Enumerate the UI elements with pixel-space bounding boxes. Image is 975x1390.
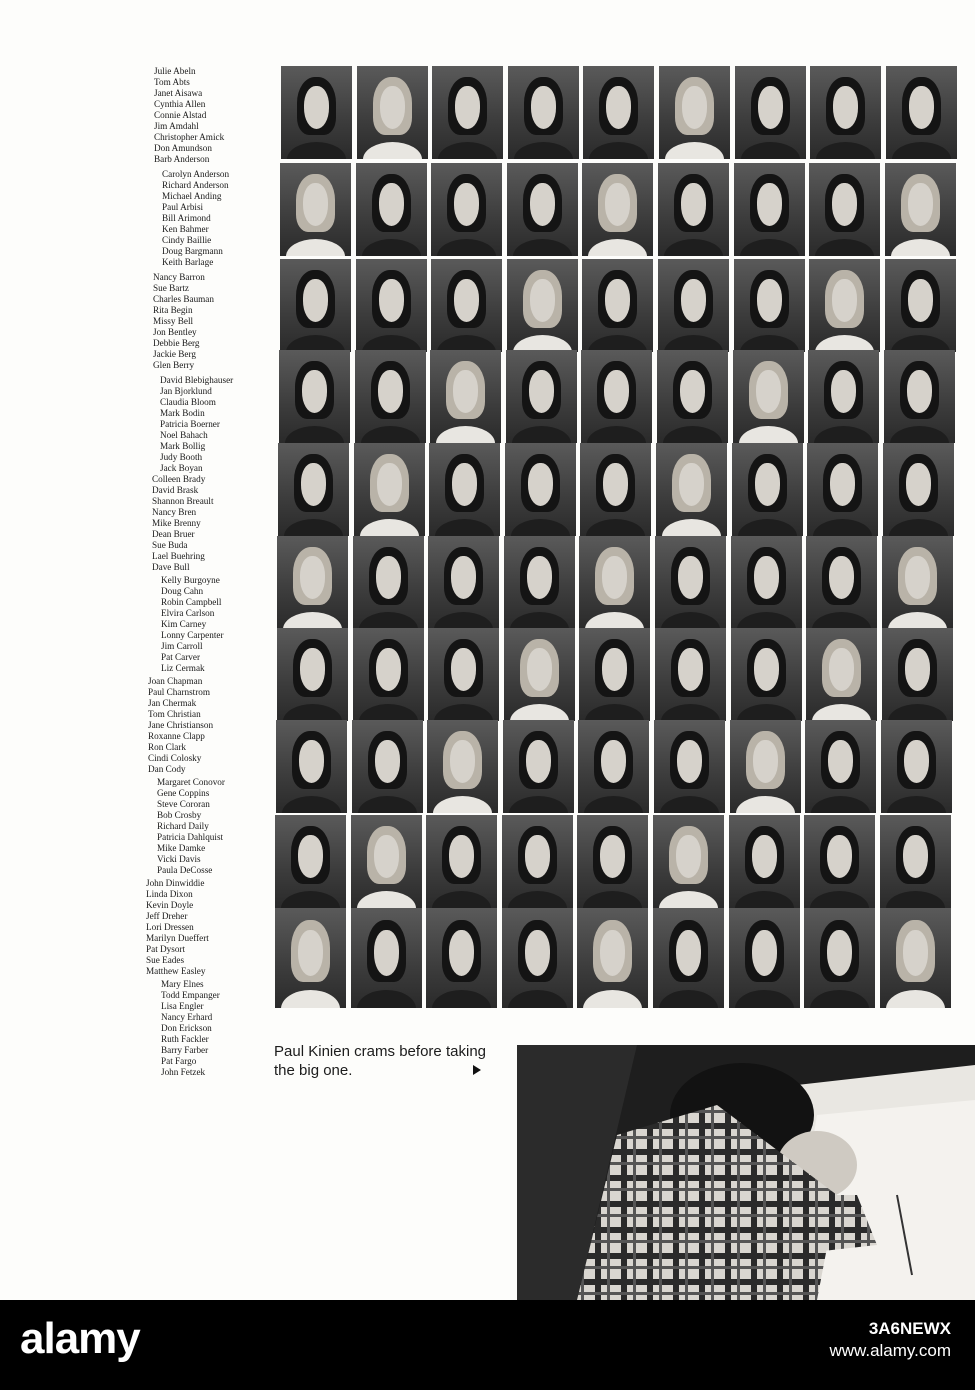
student-name: John Fetzek: [161, 1067, 206, 1077]
watermark-info: [829, 1318, 951, 1362]
student-name: Bob Crosby: [157, 810, 202, 820]
student-name: Cindy Baillie: [162, 235, 212, 245]
student-name: Colleen Brady: [152, 474, 206, 484]
student-name: Nancy Bren: [152, 507, 197, 517]
student-name: Gene Coppins: [157, 788, 210, 798]
student-name: Dave Bull: [152, 562, 190, 572]
student-portrait: [426, 815, 497, 908]
student-portrait: [280, 163, 351, 256]
name-group: [162, 169, 229, 268]
student-portrait: [355, 350, 426, 443]
student-name: Sue Eades: [146, 955, 185, 965]
student-name: Patricia Boerner: [160, 419, 220, 429]
student-name: Patricia Dahlquist: [157, 832, 224, 842]
feature-photo: [517, 1045, 975, 1300]
student-portrait: [810, 66, 881, 159]
name-group: [161, 979, 220, 1078]
student-name: Roxanne Clapp: [148, 731, 205, 741]
student-name: Mark Bodin: [160, 408, 205, 418]
student-portrait: [579, 536, 650, 629]
student-portrait: [356, 163, 427, 256]
student-portrait: [735, 66, 806, 159]
student-name: Nancy Erhard: [161, 1012, 213, 1022]
student-name: Jim Amdahl: [154, 121, 199, 131]
student-name: Jane Christianson: [148, 720, 214, 730]
student-portrait: [734, 163, 805, 256]
student-portrait: [881, 720, 952, 813]
student-portrait: [886, 66, 957, 159]
student-name: Janet Aisawa: [154, 88, 203, 98]
student-portrait: [808, 350, 879, 443]
student-portrait: [275, 815, 346, 908]
student-portrait: [659, 66, 730, 159]
student-name: Ken Bahmer: [162, 224, 209, 234]
student-name: Lonny Carpenter: [161, 630, 224, 640]
student-name: Dan Cody: [148, 764, 186, 774]
name-group: [146, 878, 209, 977]
student-name: Jon Bentley: [153, 327, 197, 337]
student-portrait: [885, 259, 956, 352]
student-portrait: [807, 443, 878, 536]
student-portrait: [655, 628, 726, 721]
student-portrait: [427, 720, 498, 813]
student-name: Pat Carver: [161, 652, 201, 662]
student-portrait: [809, 163, 880, 256]
student-portrait: [581, 350, 652, 443]
watermark-image-id: 3A6NEWX: [868, 1319, 951, 1338]
student-portrait: [577, 815, 648, 908]
student-name: Julie Abeln: [154, 66, 196, 76]
student-name: Sue Buda: [152, 540, 188, 550]
student-portrait: [431, 259, 502, 352]
name-group: [148, 676, 213, 775]
student-portrait: [583, 66, 654, 159]
student-portrait: [351, 908, 422, 1008]
student-name: Steve Cororan: [157, 799, 210, 809]
student-name: Jim Carroll: [161, 641, 203, 651]
student-portrait: [577, 908, 648, 1008]
student-portrait: [733, 350, 804, 443]
student-portrait: [658, 163, 729, 256]
student-name: Rita Begin: [153, 305, 193, 315]
student-name: Jack Boyan: [160, 463, 203, 473]
student-name: Kelly Burgoyne: [161, 575, 220, 585]
student-portrait: [353, 628, 424, 721]
student-portrait: [731, 536, 802, 629]
student-name: Todd Empanger: [161, 990, 220, 1000]
photo-caption: Paul Kinien crams before taking the big one.: [274, 1043, 486, 1079]
student-portrait: [356, 259, 427, 352]
student-portrait: [805, 720, 876, 813]
student-portrait: [653, 815, 724, 908]
student-portrait: [432, 66, 503, 159]
student-portrait: [804, 815, 875, 908]
student-name: Claudia Bloom: [160, 397, 216, 407]
student-portrait: [885, 163, 956, 256]
student-name: Noel Bahach: [160, 430, 208, 440]
student-portrait: [882, 536, 953, 629]
student-portrait: [351, 815, 422, 908]
student-portrait: [882, 628, 953, 721]
student-name: Lori Dressen: [146, 922, 194, 932]
student-portrait: [277, 628, 348, 721]
student-name: Connie Alstad: [154, 110, 207, 120]
student-portrait: [357, 66, 428, 159]
student-portrait: [655, 536, 726, 629]
name-group: [157, 777, 225, 876]
student-name: Barry Farber: [161, 1045, 209, 1055]
student-name: Tom Abts: [154, 77, 190, 87]
student-name: Charles Bauman: [153, 294, 214, 304]
student-portrait: [732, 443, 803, 536]
student-portrait: [809, 259, 880, 352]
watermark-url: www.alamy.com: [829, 1341, 951, 1360]
student-portrait: [507, 259, 578, 352]
student-name: Richard Anderson: [162, 180, 229, 190]
arrow-right-icon: [473, 1065, 481, 1075]
student-portrait: [884, 350, 955, 443]
student-portrait: [507, 163, 578, 256]
student-name: Lisa Engler: [161, 1001, 204, 1011]
student-portrait: [431, 163, 502, 256]
student-name: Christopher Amick: [154, 132, 225, 142]
student-portrait: [429, 443, 500, 536]
student-name: Joan Chapman: [148, 676, 203, 686]
student-name: Shannon Breault: [152, 496, 214, 506]
student-name: David Brask: [152, 485, 199, 495]
student-portrait: [729, 815, 800, 908]
student-portrait: [579, 628, 650, 721]
student-name: Glen Berry: [153, 360, 195, 370]
student-portrait: [729, 908, 800, 1008]
student-portrait: [277, 536, 348, 629]
student-portrait: [582, 259, 653, 352]
student-name: Mike Brenny: [152, 518, 201, 528]
student-name: Robin Campbell: [161, 597, 222, 607]
student-name: Cynthia Allen: [154, 99, 206, 109]
student-name: Missy Bell: [153, 316, 194, 326]
student-portrait: [731, 628, 802, 721]
student-portrait: [653, 908, 724, 1008]
name-group: [160, 375, 233, 474]
student-name: Ruth Fackler: [161, 1034, 209, 1044]
student-name: Mike Damke: [157, 843, 206, 853]
student-name: Bill Arimond: [162, 213, 211, 223]
student-name: Paul Arbisi: [162, 202, 204, 212]
student-portrait: [428, 628, 499, 721]
student-name: Jeff Dreher: [146, 911, 188, 921]
student-name: Nancy Barron: [153, 272, 205, 282]
student-name: Doug Cahn: [161, 586, 204, 596]
student-portrait: [580, 443, 651, 536]
student-name: Don Erickson: [161, 1023, 212, 1033]
student-portrait: [657, 350, 728, 443]
student-name: Liz Cermak: [161, 663, 205, 673]
student-portrait: [426, 908, 497, 1008]
student-portrait: [506, 350, 577, 443]
name-group: [153, 272, 214, 371]
student-name: Marilyn Dueffert: [146, 933, 209, 943]
student-name: David Blebighauser: [160, 375, 234, 385]
name-group: [152, 474, 214, 573]
student-portrait: [352, 720, 423, 813]
student-name: Sue Bartz: [153, 283, 189, 293]
student-portrait: [578, 720, 649, 813]
student-name: Jackie Berg: [153, 349, 196, 359]
student-name: Pat Dysort: [146, 944, 186, 954]
student-portrait: [883, 443, 954, 536]
student-portrait: [582, 163, 653, 256]
student-name: Tom Christian: [148, 709, 201, 719]
student-portrait: [353, 536, 424, 629]
name-group: [161, 575, 224, 674]
student-name: Mark Bollig: [160, 441, 206, 451]
student-portrait: [503, 720, 574, 813]
student-portrait: [502, 815, 573, 908]
student-portrait: [504, 536, 575, 629]
student-name: Matthew Easley: [146, 966, 206, 976]
student-name: Cindi Colosky: [148, 753, 202, 763]
student-name: Doug Bargmann: [162, 246, 223, 256]
student-portrait: [504, 628, 575, 721]
watermark-logo: alamy: [20, 1314, 140, 1363]
student-name: Lael Buehring: [152, 551, 205, 561]
student-name: Pat Fargo: [161, 1056, 197, 1066]
student-name: Judy Booth: [160, 452, 203, 462]
student-portrait: [276, 720, 347, 813]
student-name: John Dinwiddie: [146, 878, 205, 888]
student-portrait: [275, 908, 346, 1008]
student-portrait: [880, 815, 951, 908]
student-portrait: [656, 443, 727, 536]
student-portrait: [428, 536, 499, 629]
student-name: Paula DeCosse: [157, 865, 213, 875]
student-name: Paul Charnstrom: [148, 687, 211, 697]
student-name: Linda Dixon: [146, 889, 193, 899]
student-name: Kim Carney: [161, 619, 207, 629]
student-portrait: [730, 720, 801, 813]
student-portrait: [806, 536, 877, 629]
student-portrait: [806, 628, 877, 721]
student-name: Kevin Doyle: [146, 900, 194, 910]
student-name: Debbie Berg: [153, 338, 200, 348]
student-portrait: [279, 350, 350, 443]
name-group: [154, 66, 224, 165]
student-portrait: [280, 259, 351, 352]
student-name: Mary Elnes: [161, 979, 204, 989]
student-name: Jan Chermak: [148, 698, 197, 708]
student-name: Don Amundson: [154, 143, 212, 153]
student-name: Carolyn Anderson: [162, 169, 230, 179]
student-portrait: [734, 259, 805, 352]
student-portrait: [804, 908, 875, 1008]
student-name: Keith Barlage: [162, 257, 214, 267]
student-name: Vicki Davis: [157, 854, 201, 864]
student-portrait: [502, 908, 573, 1008]
student-name: Barb Anderson: [154, 154, 210, 164]
student-portrait: [880, 908, 951, 1008]
student-portrait: [654, 720, 725, 813]
student-name: Jan Bjorklund: [160, 386, 212, 396]
student-portrait: [278, 443, 349, 536]
student-portrait: [430, 350, 501, 443]
student-portrait: [505, 443, 576, 536]
student-portrait: [281, 66, 352, 159]
student-name: Ron Clark: [148, 742, 187, 752]
student-name: Richard Daily: [157, 821, 209, 831]
student-portrait: [508, 66, 579, 159]
student-name: Elvira Carlson: [161, 608, 215, 618]
student-name: Margaret Conovor: [157, 777, 225, 787]
student-name: Dean Bruer: [152, 529, 195, 539]
student-portrait: [658, 259, 729, 352]
student-name: Michael Anding: [162, 191, 222, 201]
student-portrait: [354, 443, 425, 536]
